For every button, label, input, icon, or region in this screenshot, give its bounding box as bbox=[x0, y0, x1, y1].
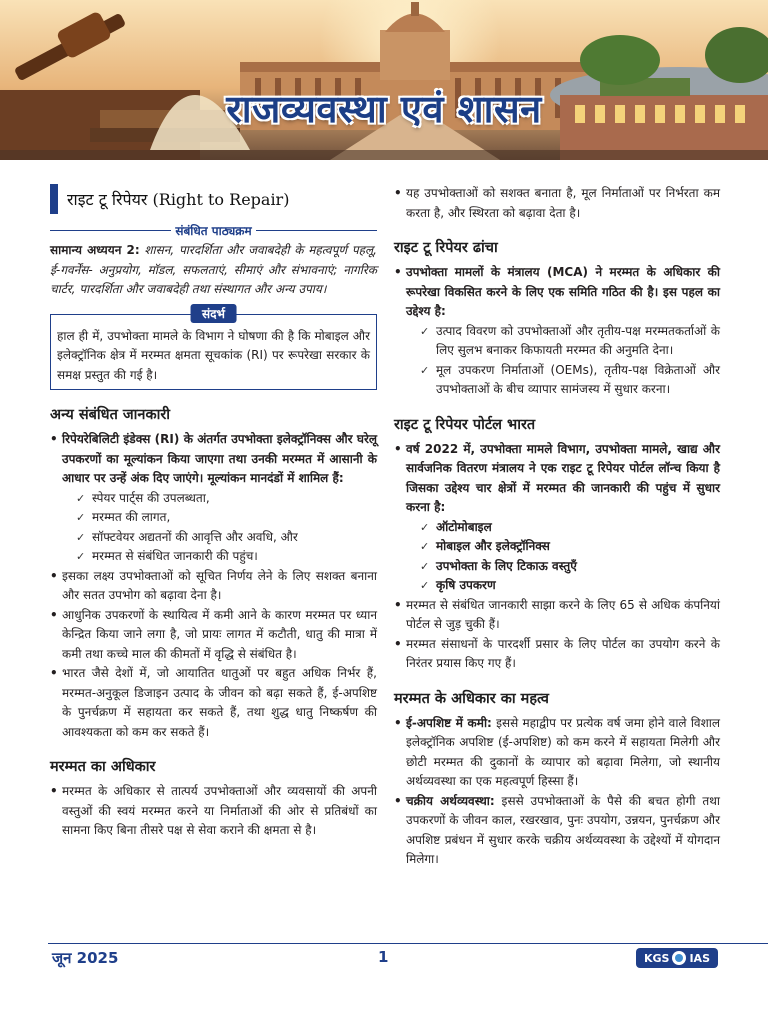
syllabus-topics: शासन, पारदर्शिता और जवाबदेही के महत्वपूर्ण पहलू, ई-गवर्नेंस- अनुप्रयोग, मॉडल, सफलताएं, सीमाएं और संभावनाएं; नागरिक चार्टर, पारदर्शिता और जवाबदेही तथा संस्थागत और अन्य उपाय। bbox=[50, 243, 377, 296]
list-item: • यह उपभोक्ताओं को सशक्त बनाता है, मूल निर्माताओं पर निर्भरता कम करता है, और स्थिरता को बढ़ावा देता है। bbox=[394, 184, 720, 223]
portal-sectors-checklist bbox=[406, 518, 720, 596]
banner-title: राजव्यवस्था एवं शासन bbox=[226, 87, 542, 131]
context-box bbox=[50, 306, 377, 391]
check-item-text: ऑटोमोबाइल bbox=[436, 519, 492, 534]
check-item-text: मोबाइल और इलेक्ट्रॉनिक्स bbox=[436, 539, 550, 553]
list-item bbox=[50, 430, 377, 567]
list-item-text: उपभोक्ता मामलों के मंत्रालय (MCA) ने मरम्मत के अधिकार की रूपरेखा विकसित करने के लिए एक समिति गठित की है। इस पहल का उद्देश्य है: bbox=[406, 265, 720, 318]
section-heading-other-info: अन्य संबंधित जानकारी bbox=[50, 407, 171, 423]
related-syllabus-label: संबंधित पाठ्यक्रम bbox=[175, 224, 252, 238]
check-item bbox=[74, 508, 377, 528]
syllabus-text bbox=[50, 241, 377, 300]
check-icon: ✓ bbox=[420, 363, 430, 377]
footer-date: जून 2025 bbox=[52, 949, 119, 967]
check-item bbox=[74, 528, 377, 548]
list-item-lead: चक्रीय अर्थव्यवस्था: bbox=[406, 793, 495, 808]
list-item: • मरम्मत से संबंधित जानकारी साझा करने के लिए 65 से अधिक कंपनियां पोर्टल से जुड़ चुकी हैं। bbox=[394, 596, 720, 635]
list-item: • मरम्मत संसाधनों के पारदर्शी प्रसार के लिए पोर्टल का उपयोग करने के निरंतर प्रयास किए गए हैं। bbox=[394, 635, 720, 674]
context-badge: संदर्भ bbox=[190, 304, 237, 323]
right-to-repair-list bbox=[50, 782, 377, 841]
check-icon: ✓ bbox=[76, 530, 86, 544]
list-item: • इसका लक्ष्य उपभोक्ताओं को सूचित निर्णय लेने के लिए सशक्त बनाना और सतत उपभोग को बढ़ावा देना है। bbox=[50, 567, 377, 606]
check-item-text: सॉफ्टवेयर अद्यतनों की आवृत्ति और अवधि, और bbox=[92, 529, 298, 544]
check-icon: ✓ bbox=[76, 491, 86, 505]
check-item bbox=[74, 489, 377, 509]
check-item bbox=[418, 361, 720, 400]
divider bbox=[50, 230, 171, 231]
kgs-ias-logo bbox=[636, 948, 718, 968]
check-item bbox=[418, 557, 720, 577]
check-item-text: उपभोक्ता के लिए टिकाऊ वस्तुएँ bbox=[436, 558, 577, 573]
check-icon: ✓ bbox=[420, 324, 430, 338]
right-to-repair-list-continued bbox=[394, 184, 720, 223]
header-banner bbox=[0, 0, 768, 160]
list-item bbox=[394, 263, 720, 400]
logo-text-left: KGS bbox=[643, 951, 670, 965]
check-icon: ✓ bbox=[420, 559, 430, 573]
list-item bbox=[394, 792, 720, 870]
globe-icon bbox=[672, 951, 686, 965]
article-title-box bbox=[50, 184, 377, 214]
check-item bbox=[418, 576, 720, 596]
section-heading-importance: मरम्मत के अधिकार का महत्व bbox=[394, 690, 549, 707]
check-icon: ✓ bbox=[420, 579, 430, 592]
list-item-text: वर्ष 2022 में, उपभोक्ता मामले विभाग, उपभोक्ता मामले, खाद्य और सार्वजनिक वितरण मंत्रालय ने एक राइट टू रिपेयर पोर्टल लॉन्च किया है जिसका उद्देश्य चार क्षेत्रों में मरम्मत की जानकारी की पहुंच में सुधार करना है: bbox=[406, 441, 720, 514]
page-number: 1 bbox=[378, 948, 389, 966]
title-accent-bar bbox=[50, 184, 58, 214]
divider bbox=[256, 230, 377, 231]
related-syllabus-heading bbox=[50, 222, 377, 239]
check-item bbox=[74, 547, 377, 567]
list-item: • भारत जैसे देशों में, जो आयातित धातुओं पर बहुत अधिक निर्भर हैं, मरम्मत-अनुकूल डिजाइन उत्पाद के जीवन को बढ़ा सकते हैं, ई-अपशिष्ट के पुनर्चक्रण में सहायता कर सकते हैं, तथा शुद्ध धातु निष्कर्षण की आवश्यकता को कम कर सकते हैं। bbox=[50, 664, 377, 742]
check-item-text: मरम्मत की लागत, bbox=[92, 510, 171, 524]
check-item bbox=[418, 322, 720, 361]
check-item-text: उत्पाद विवरण को उपभोक्ताओं और तृतीय-पक्ष मरम्मतकर्ताओं के लिए सुलभ बनाकर किफायती मरम्मत की अनुमति देना। bbox=[436, 323, 720, 357]
check-item-text: कृषि उपकरण bbox=[436, 578, 496, 592]
framework-list bbox=[394, 263, 720, 400]
check-item-text: स्पेयर पार्ट्स की उपलब्धता, bbox=[92, 490, 210, 505]
article-title: राइट टू रिपेयर (Right to Repair) bbox=[67, 190, 290, 209]
check-item-text: मरम्मत से संबंधित जानकारी की पहुंच। bbox=[92, 549, 258, 563]
check-icon: ✓ bbox=[420, 540, 430, 553]
check-icon: ✓ bbox=[76, 550, 86, 563]
check-item bbox=[418, 518, 720, 538]
check-item bbox=[418, 537, 720, 557]
context-text: हाल ही में, उपभोक्ता मामले के विभाग ने घोषणा की है कि मोबाइल और इलेक्ट्रॉनिक क्षेत्र में मरम्मत क्षमता सूचकांक (RI) पर रूपरेखा सरकार के समक्ष प्रस्तुत की गई है। bbox=[57, 328, 370, 382]
other-info-list bbox=[50, 430, 377, 742]
list-item: • मरम्मत के अधिकार से तात्पर्य उपभोक्ताओं और व्यवसायों की अपनी वस्तुओं की स्वयं मरम्मत करने या निर्माताओं की ओर से प्रतिबंधों का सामना किए बिना तीसरे पक्ष से सेवा कराने की क्षमता से है। bbox=[50, 782, 377, 841]
list-item bbox=[394, 440, 720, 596]
list-item-text: रिपेयरेबिलिटी इंडेक्स (RI) के अंतर्गत उपभोक्ता इलेक्ट्रॉनिक्स और घरेलू उपकरणों का मूल्यांकन किया जाएगा तथा उनकी मरम्मत में आसानी के आधार पर उन्हें अंक दिए जाएंगे। मूल्यांकन मानदंडों में शामिल हैं: bbox=[62, 432, 377, 485]
check-icon: ✓ bbox=[76, 511, 86, 524]
criteria-checklist bbox=[62, 489, 377, 567]
section-heading-right-to-repair: मरम्मत का अधिकार bbox=[50, 759, 156, 775]
list-item: • आधुनिक उपकरणों के स्थायित्व में कमी आने के कारण मरम्मत पर ध्यान केन्द्रित किया जाने लगा है, जो प्रायः लागत में कटौती, धातु की मात्रा में कमी तथा कच्चे माल की कीमतों में वृद्धि से संबंधित है। bbox=[50, 606, 377, 665]
check-item-text: मूल उपकरण निर्माताओं (OEMs), तृतीय-पक्ष विक्रेताओं और उपभोक्ताओं के बीच व्यापार सामंजस्य में सुधार करना। bbox=[436, 362, 720, 396]
syllabus-paper: सामान्य अध्ययन 2: bbox=[50, 243, 140, 257]
banner-illustration bbox=[0, 0, 768, 160]
footer-divider bbox=[48, 943, 768, 944]
left-column bbox=[50, 184, 377, 841]
list-item bbox=[394, 714, 720, 792]
list-item-text: इससे महाद्वीप पर प्रत्येक वर्ष जमा होने वाले विशाल इलेक्ट्रॉनिक अपशिष्ट (ई-अपशिष्ट) को कम करने में सहायता मिलेगी और छोटी मरम्मत की दुकानों के व्यापार को बढ़ावा मिलेगा, जो स्थानीय अर्थव्यवस्था का एक महत्वपूर्ण हिस्सा हैं। bbox=[406, 715, 721, 788]
logo-text-right: IAS bbox=[689, 951, 710, 965]
framework-checklist bbox=[406, 322, 720, 400]
list-item-lead: ई-अपशिष्ट में कमी: bbox=[406, 715, 492, 730]
section-heading-portal: राइट टू रिपेयर पोर्टल भारत bbox=[394, 416, 536, 433]
check-icon: ✓ bbox=[420, 520, 430, 534]
portal-list bbox=[394, 440, 720, 674]
section-heading-framework: राइट टू रिपेयर ढांचा bbox=[394, 240, 498, 256]
importance-list bbox=[394, 714, 720, 870]
right-column bbox=[394, 184, 720, 870]
list-item-text: इससे उपभोक्ताओं के पैसे की बचत होगी तथा उपकरणों के जीवन काल, रखरखाव, पुनः उपयोग, उन्नयन, पुनर्चक्रण और अपशिष्ट प्रबंधन में सुधार करके चक्रीय अर्थव्यवस्था के उद्देश्यों में योगदान मिलेगा। bbox=[406, 793, 720, 866]
